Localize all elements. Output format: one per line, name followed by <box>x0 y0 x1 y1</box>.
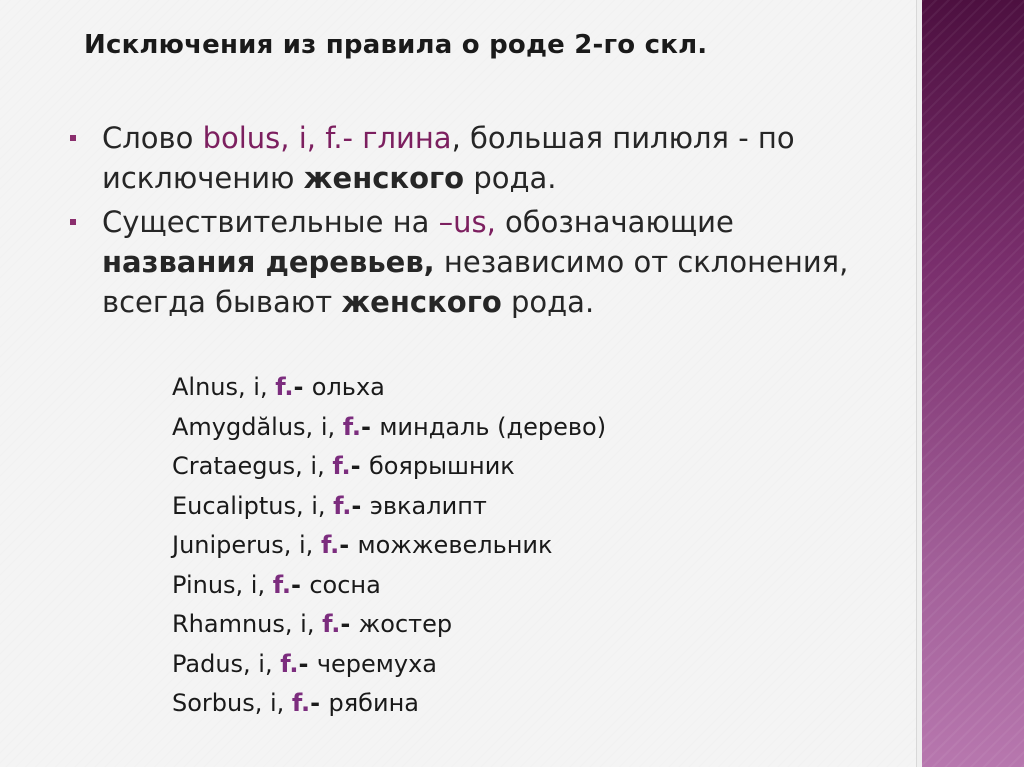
bullet-text: Существительные на <box>102 205 439 239</box>
slide-title: Исключения из правила о роде 2-го скл. <box>84 30 708 60</box>
latin-name: Sorbus, i, <box>172 689 292 717</box>
russian-name: жостер <box>358 610 453 638</box>
bullet-marker-icon <box>70 219 76 225</box>
bullet-list <box>70 118 870 326</box>
dash: - <box>339 531 358 559</box>
plant-row <box>172 368 606 408</box>
dash: - <box>310 689 329 717</box>
bullet-marker-icon <box>70 135 76 141</box>
bullet-text: Слово <box>102 121 203 155</box>
russian-name: сосна <box>309 570 381 599</box>
latin-name: Padus, i, <box>172 649 281 678</box>
dash: - <box>290 570 310 599</box>
plant-row <box>172 408 606 448</box>
russian-name: эвкалипт <box>369 491 487 520</box>
russian-name: ольха <box>311 373 385 401</box>
latin-name: Eucaliptus, i, <box>172 491 334 520</box>
russian-name: миндаль (дерево) <box>379 412 607 441</box>
bullet-text: , большая пилюля - по исключению <box>102 121 795 195</box>
dash: - <box>340 610 359 638</box>
bold-text: названия деревьев, <box>102 245 435 279</box>
plant-row <box>172 684 606 724</box>
plant-row <box>172 447 606 487</box>
gender-marker: f. <box>320 531 340 559</box>
russian-name: черемуха <box>316 649 437 678</box>
gender-marker: f. <box>322 610 341 638</box>
plant-list <box>172 368 606 724</box>
latin-name: Rhamnus, i, <box>172 610 323 638</box>
dash: - <box>350 452 369 480</box>
plant-row <box>172 605 606 645</box>
bullet-text: независимо от склонения, всегда бывают <box>102 245 849 319</box>
plant-row <box>172 487 606 527</box>
gender-marker: f. <box>333 491 352 520</box>
gender-marker: f. <box>272 570 291 599</box>
plant-row <box>172 526 606 566</box>
bold-text: женского <box>341 285 502 319</box>
dash: - <box>298 649 317 678</box>
bullet-text: рода. <box>464 161 557 195</box>
gender-marker: f. <box>275 373 294 401</box>
russian-name: можжевельник <box>357 531 553 559</box>
highlight-text: bolus, i, f.- глина <box>202 121 452 155</box>
russian-name: боярышник <box>368 452 515 480</box>
latin-name: Alnus, i, <box>172 373 276 401</box>
dash: - <box>361 412 380 441</box>
gender-marker: f. <box>280 649 299 678</box>
latin-name: Juniperus, i, <box>172 531 321 559</box>
accent-bar <box>922 0 1024 767</box>
latin-name: Pinus, i, <box>172 570 273 599</box>
gender-marker: f. <box>342 412 361 441</box>
bullet-text: обозначающие <box>495 205 734 239</box>
bullet-item-trees <box>70 202 870 322</box>
russian-name: рябина <box>328 689 419 717</box>
plant-row <box>172 566 606 606</box>
bullet-text: рода. <box>501 285 595 319</box>
plant-row <box>172 645 606 685</box>
gender-marker: f. <box>332 452 351 480</box>
highlight-text: –us, <box>438 205 496 239</box>
bold-text: женского <box>303 161 465 195</box>
latin-name: Amygdălus, i, <box>172 412 343 441</box>
dash: - <box>351 491 370 520</box>
dash: - <box>293 373 312 401</box>
latin-name: Crataegus, i, <box>172 452 333 480</box>
bullet-item-bolus <box>70 118 870 198</box>
gender-marker: f. <box>291 689 311 717</box>
